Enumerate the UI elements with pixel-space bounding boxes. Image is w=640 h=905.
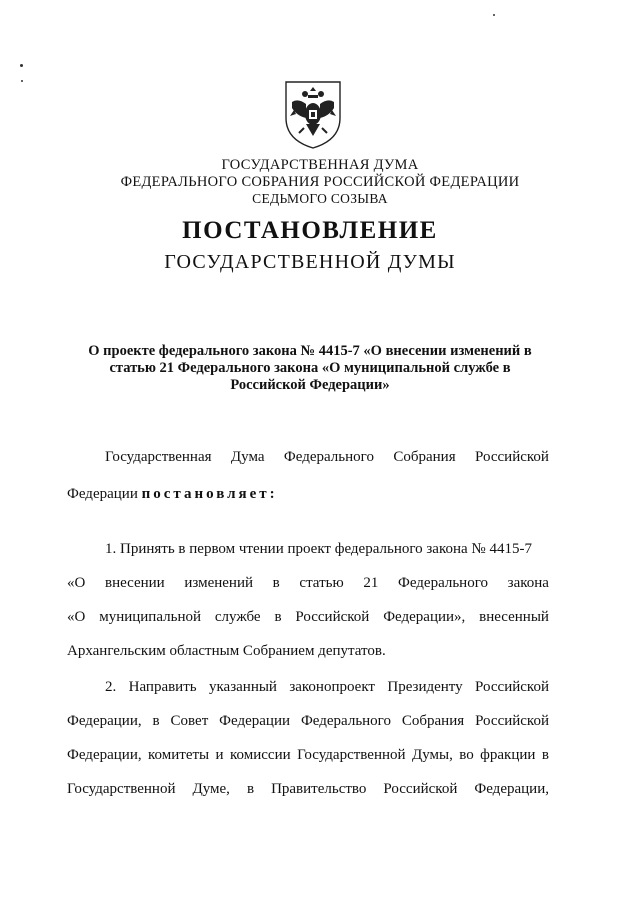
word: закона (507, 575, 549, 591)
resolution-verb: постановляет: (141, 486, 278, 502)
word: Российской (475, 713, 549, 729)
intro-line-1 (105, 449, 549, 466)
word: Федерации, (67, 747, 142, 763)
header-line-1: ГОСУДАРСТВЕННАЯ ДУМА (221, 157, 419, 173)
topic-line-3: Российской Федерации» (230, 377, 390, 393)
document-subtitle: ГОСУДАРСТВЕННОЙ ДУМЫ (164, 251, 456, 273)
word: Думе, (192, 781, 230, 797)
word: Федерального (300, 713, 391, 729)
word: Российской (295, 609, 370, 625)
word: Думы, (411, 747, 453, 763)
intro-line-2 (67, 486, 549, 503)
word: в (272, 575, 280, 591)
header-line-2: ФЕДЕРАЛЬНОГО СОБРАНИЯ РОССИЙСКОЙ ФЕДЕРАЦИИ (120, 174, 520, 190)
topic-line-2: статью 21 Федерального закона «О муниципальной службе в (109, 360, 511, 376)
word: изменений (184, 575, 254, 591)
word: «О (67, 575, 86, 591)
word: и (215, 747, 224, 763)
header-line-3: СЕДЬМОГО СОЗЫВА (252, 191, 388, 206)
word: Российской (383, 781, 458, 797)
scan-speck (20, 64, 23, 67)
word: Федерации (219, 713, 291, 729)
word: внесенный (479, 609, 549, 625)
word: Государственная (105, 449, 212, 465)
word: Совет (170, 713, 209, 729)
word: Федерации, (474, 781, 549, 797)
word: в (152, 713, 160, 729)
word: «О (67, 609, 86, 625)
topic-line-1: О проекте федерального закона № 4415-7 «О внесении изменений в (88, 343, 532, 359)
word: в (274, 609, 282, 625)
word: 2. (105, 679, 117, 695)
paragraph-1-line-4: Архангельским областным Собранием депутатов. (67, 643, 386, 659)
word: Российской (475, 449, 549, 465)
intro-line-2-start: Федерации (67, 486, 138, 502)
paragraph-2-line-4 (67, 781, 549, 798)
word: Федерального (283, 449, 374, 465)
word: Государственной (67, 781, 176, 797)
paragraph-1-line-2 (67, 575, 549, 592)
document-title: ПОСТАНОВЛЕНИЕ (182, 217, 438, 244)
word: Направить (128, 679, 197, 695)
word: в (541, 747, 549, 763)
paragraph-2-line-2 (67, 713, 549, 730)
word: Федерации», (383, 609, 466, 625)
word: внесении (104, 575, 165, 591)
word: Федерального (397, 575, 488, 591)
word: Собрания (393, 449, 456, 465)
scan-speck (21, 80, 23, 82)
word: Дума (230, 449, 265, 465)
coat-of-arms-icon (282, 78, 344, 150)
word: Государственной (297, 747, 406, 763)
word: Российской (475, 679, 549, 695)
word: указанный (208, 679, 277, 695)
word: статью (299, 575, 344, 591)
word: Правительство (271, 781, 367, 797)
paragraph-1-line-3 (67, 609, 549, 626)
scan-speck (493, 14, 495, 16)
word: службе (214, 609, 261, 625)
word: в (246, 781, 255, 797)
word: законопроект (289, 679, 375, 695)
paragraph-2-line-1 (105, 679, 549, 696)
paragraph-2-line-3 (67, 747, 549, 764)
word: во (459, 747, 474, 763)
word: комиссии (230, 747, 291, 763)
word: муниципальной (99, 609, 202, 625)
word: 21 (363, 575, 379, 591)
word: Собрания (401, 713, 465, 729)
document-topic (60, 343, 560, 394)
word: комитеты (148, 747, 210, 763)
word: Федерации, (67, 713, 142, 729)
paragraph-1-line-1: 1. Принять в первом чтении проект федерального закона № 4415-7 (105, 541, 532, 557)
word: фракции (480, 747, 536, 763)
word: Президенту (387, 679, 463, 695)
